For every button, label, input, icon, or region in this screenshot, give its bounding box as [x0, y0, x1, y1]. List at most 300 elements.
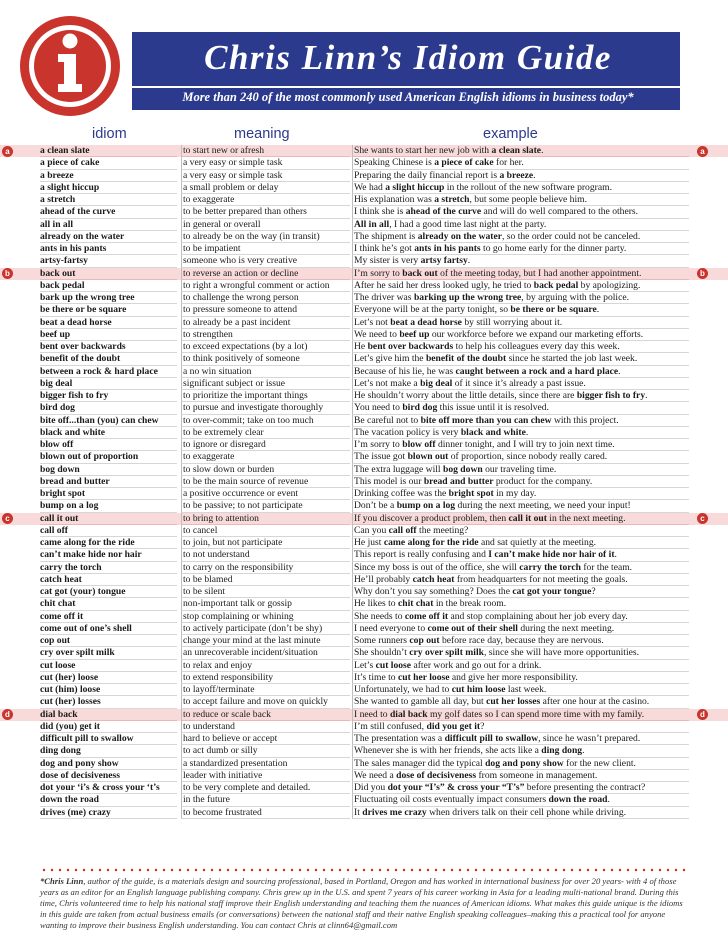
meaning-cell: a small problem or delay	[181, 182, 350, 194]
idiom-cell: call off	[40, 525, 177, 537]
idiom-cell: bright spot	[40, 488, 177, 500]
meaning-cell: change your mind at the last minute	[181, 635, 350, 647]
section-letter-badge: a	[697, 146, 708, 157]
example-text: for the new client.	[563, 757, 636, 769]
idiom-cell: cop out	[40, 635, 177, 647]
idiom-cell: come out of one’s shell	[40, 623, 177, 635]
table-row	[0, 451, 728, 463]
example-idiom-highlight: down the road	[548, 794, 608, 806]
meaning-cell: hard to believe or accept	[181, 733, 350, 745]
example-cell	[352, 794, 689, 806]
meaning-cell: a no win situation	[181, 366, 350, 378]
example-text: The vacation policy is very	[354, 426, 461, 438]
author-name: *Chris Linn	[40, 876, 84, 886]
info-logo	[18, 14, 122, 118]
example-text: I need to	[354, 708, 390, 720]
example-text: He	[354, 341, 368, 352]
example-cell	[352, 219, 689, 231]
example-idiom-highlight: cut her loose	[397, 671, 450, 683]
example-idiom-highlight: come off it	[404, 610, 449, 622]
example-text: Be careful not to	[354, 414, 421, 426]
idiom-cell: ahead of the curve	[40, 206, 177, 218]
example-cell	[352, 157, 689, 169]
meaning-cell: to carry on the responsibility	[181, 562, 350, 574]
idiom-cell: dog and pony show	[40, 758, 177, 770]
example-idiom-highlight: cat got your tongue	[512, 586, 592, 597]
example-idiom-highlight: bite off more than you can chew	[420, 414, 552, 426]
example-text: , but some people believe him.	[469, 194, 587, 205]
idiom-cell: dial back	[40, 709, 177, 721]
example-idiom-highlight: bump on a log	[396, 500, 456, 512]
table-row	[0, 562, 728, 574]
idiom-cell: cut (her) losses	[40, 696, 177, 708]
table-row	[0, 672, 728, 684]
idiom-cell: beef up	[40, 329, 177, 341]
example-idiom-highlight: barking up the wrong tree	[413, 292, 522, 303]
meaning-cell: to strengthen	[181, 329, 350, 341]
meaning-cell: to be extremely clear	[181, 427, 350, 439]
table-row	[0, 157, 728, 169]
table-row	[0, 709, 728, 721]
example-idiom-highlight: bird dog	[402, 402, 438, 414]
meaning-cell: to slow down or burden	[181, 464, 350, 476]
example-text: Unfortunately, we had to	[354, 684, 452, 695]
example-idiom-highlight: difficult pill to swallow	[444, 733, 539, 744]
example-text: We need a	[354, 769, 397, 781]
table-row	[0, 415, 728, 427]
example-text: this issue until it is resolved.	[437, 402, 549, 414]
example-cell	[352, 231, 689, 243]
example-idiom-highlight: did you get it	[426, 720, 481, 732]
example-idiom-highlight: All in all	[354, 218, 390, 230]
example-cell	[352, 280, 689, 292]
example-cell	[352, 378, 689, 390]
example-text: .	[596, 304, 600, 316]
example-idiom-highlight: I can’t make hide nor hair of it	[488, 549, 615, 561]
example-idiom-highlight: a clean slate	[491, 145, 542, 156]
info-icon	[18, 14, 122, 118]
meaning-cell: non-important talk or gossip	[181, 598, 350, 610]
idiom-cell: a breeze	[40, 170, 177, 182]
idiom-cell: cry over spilt milk	[40, 647, 177, 659]
example-cell	[352, 745, 689, 757]
table-row	[0, 598, 728, 610]
example-idiom-highlight: ding dong	[541, 745, 583, 757]
example-text: the meeting?	[416, 524, 469, 536]
idiom-cell: a slight hiccup	[40, 182, 177, 194]
example-text: Some runners	[354, 635, 410, 646]
example-text: Fluctuating oil costs eventually impact consumers	[354, 794, 549, 806]
example-text: and give her more responsibility.	[449, 671, 578, 683]
idiom-cell: carry the torch	[40, 562, 177, 574]
example-idiom-highlight: black and white	[460, 426, 526, 438]
example-idiom-highlight: dose of decisiveness	[396, 769, 477, 781]
example-text: I’m still confused,	[354, 720, 427, 732]
meaning-cell: to be better prepared than others	[181, 206, 350, 218]
idiom-cell: cut (her) loose	[40, 672, 177, 684]
table-row	[0, 721, 728, 733]
meaning-cell: to be the main source of revenue	[181, 476, 350, 488]
example-text: , since she will have more opportunities.	[483, 647, 640, 659]
table-row	[0, 794, 728, 806]
example-cell	[352, 366, 689, 378]
author-bio: , author of the guide, is a materials design and sourcing professional, based in Portland, Oregon and has worked in international business for over 20 years- with 4 of those years as an editor for an English language publishing company. Chris grew up in the U.S. and spent 7 years of his career working in Asia for a leading multi-national brand. During this time, Chris volunteered time to help his national staff improve their English understanding and teaching them the nuances of American idioms. What makes this guide unique is the idioms in this guide are taken from actual business emails (or conversations) between the national staff and their native English speaking colleagues–making this a practical tool for anyone wanting to improve their business English understanding. You can contact Chris at clinn64@gmail.com	[40, 876, 683, 930]
idiom-cell: come off it	[40, 611, 177, 623]
meaning-cell: stop complaining or whining	[181, 611, 350, 623]
example-text: Since my boss is out of the office, she will	[354, 561, 520, 573]
example-cell	[352, 464, 689, 476]
table-row	[0, 733, 728, 745]
idiom-cell: dose of decisiveness	[40, 770, 177, 782]
example-text: Can you	[354, 524, 389, 536]
example-text: since he started the job last week.	[506, 353, 638, 365]
column-header-example: example	[483, 126, 538, 142]
example-text: during the next meeting.	[517, 622, 615, 634]
example-idiom-highlight: cry over spilt milk	[409, 647, 484, 659]
table-row	[0, 635, 728, 647]
example-idiom-highlight: dot your “I’s” & cross your “T’s”	[387, 782, 525, 793]
example-text: Everyone will be at the party tonight, so	[354, 304, 511, 316]
example-idiom-highlight: a breeze	[499, 169, 534, 181]
example-text: Did you	[354, 782, 388, 793]
table-row	[0, 696, 728, 708]
author-note	[40, 876, 688, 931]
example-idiom-highlight: a slight hiccup	[385, 181, 445, 193]
example-text: from headquarters for not meeting the goals.	[454, 573, 628, 585]
example-cell	[352, 317, 689, 329]
example-text: Preparing the daily financial report is	[354, 169, 500, 181]
table-row	[0, 255, 728, 267]
idiom-cell: a clean slate	[40, 145, 177, 157]
example-text: We need to	[354, 328, 400, 340]
idiom-cell: did (you) get it	[40, 721, 177, 733]
example-cell	[352, 525, 689, 537]
meaning-cell: to right a wrongful comment or action	[181, 280, 350, 292]
example-idiom-highlight: carry the torch	[519, 561, 581, 573]
example-idiom-highlight: back pedal	[533, 279, 579, 291]
idiom-cell: beat a dead horse	[40, 317, 177, 329]
example-idiom-highlight: ants in his pants	[414, 243, 481, 254]
table-row	[0, 402, 728, 414]
example-text: I think she is	[354, 206, 406, 218]
example-text: from someone in management.	[476, 769, 598, 781]
meaning-cell: to exceed expectations (by a lot)	[181, 341, 350, 353]
example-text: after work and go out for a drink.	[411, 659, 542, 671]
table-row	[0, 611, 728, 623]
example-idiom-highlight: came along for the ride	[383, 537, 479, 548]
example-text: The presentation was a	[354, 733, 445, 744]
table-row	[0, 684, 728, 696]
example-idiom-highlight: cop out	[409, 635, 440, 646]
column-header-idiom: idiom	[92, 126, 127, 142]
example-text: If you discover a product problem, then	[354, 512, 509, 524]
idiom-cell: bigger fish to fry	[40, 390, 177, 402]
example-cell	[352, 206, 689, 218]
example-cell	[352, 255, 689, 267]
example-idiom-highlight: blown out	[407, 451, 449, 463]
idiom-cell: ants in his pants	[40, 243, 177, 255]
example-text: last week.	[505, 684, 547, 695]
table-row	[0, 353, 728, 365]
table-row	[0, 647, 728, 659]
table-row	[0, 549, 728, 561]
example-idiom-highlight: back out	[402, 267, 438, 279]
idiom-cell: back pedal	[40, 280, 177, 292]
example-cell	[352, 476, 689, 488]
page-subtitle: More than 240 of the most commonly used American English idioms in business today*	[182, 90, 634, 104]
example-text: You need to	[354, 402, 403, 414]
table-row	[0, 586, 728, 598]
table-row	[0, 341, 728, 353]
section-letter-badge: a	[2, 146, 13, 157]
example-text: We had	[354, 181, 386, 193]
meaning-cell: to pressure someone to attend	[181, 304, 350, 316]
example-text: Because of his lie, he was	[354, 365, 456, 377]
example-idiom-highlight: catch heat	[412, 573, 455, 585]
example-idiom-highlight: ahead of the curve	[405, 206, 482, 218]
meaning-cell: to accept failure and move on quickly	[181, 696, 350, 708]
example-cell	[352, 562, 689, 574]
example-cell	[352, 488, 689, 500]
table-row	[0, 366, 728, 378]
example-text: after one hour at the casino.	[540, 696, 650, 708]
column-header-meaning: meaning	[234, 126, 290, 142]
meaning-cell: to be impatient	[181, 243, 350, 255]
example-text: Drinking coffee was the	[354, 488, 449, 499]
section-letter-badge: d	[2, 709, 13, 720]
meaning-cell: to bring to attention	[181, 513, 350, 525]
example-cell	[352, 574, 689, 586]
example-idiom-highlight: bent over backwards	[367, 341, 454, 352]
example-cell	[352, 721, 689, 733]
example-cell	[352, 415, 689, 427]
example-text: , since he wasn’t prepared.	[538, 733, 641, 744]
example-text: .	[525, 426, 529, 438]
meaning-cell: to act dumb or silly	[181, 745, 350, 757]
meaning-cell: to already be on the way (in transit)	[181, 231, 350, 243]
meaning-cell: a positive occurrence or event	[181, 488, 350, 500]
idiom-cell: already on the water	[40, 231, 177, 243]
idiom-cell: bog down	[40, 464, 177, 476]
idiom-cell: blow off	[40, 439, 177, 451]
meaning-cell: to relax and enjoy	[181, 660, 350, 672]
example-cell	[352, 709, 689, 721]
idiom-cell: bread and butter	[40, 476, 177, 488]
example-text: After he said her dress looked ugly, he tried to	[354, 279, 534, 291]
example-cell	[352, 439, 689, 451]
example-cell	[352, 451, 689, 463]
table-row	[0, 378, 728, 390]
example-text: , so the order could not be canceled.	[501, 230, 641, 242]
example-text: She needs to	[354, 610, 405, 622]
example-text: to go home early for the dinner party.	[480, 243, 627, 254]
idiom-cell: benefit of the doubt	[40, 353, 177, 365]
idiom-table	[0, 145, 728, 819]
idiom-cell: blown out of proportion	[40, 451, 177, 463]
idiom-cell: big deal	[40, 378, 177, 390]
example-text: .	[607, 794, 610, 806]
example-cell	[352, 660, 689, 672]
example-text: .	[645, 390, 648, 401]
example-idiom-highlight: a piece of cake	[434, 157, 494, 169]
example-cell	[352, 513, 689, 525]
example-text: and will do well compared to the others.	[481, 206, 639, 218]
section-letter-badge: b	[697, 268, 708, 279]
table-row	[0, 513, 728, 525]
example-text: Whenever she is with her friends, she acts like a	[354, 745, 542, 757]
example-text: before race day, because they are nervous.	[439, 635, 604, 646]
table-row	[0, 439, 728, 451]
table-row	[0, 745, 728, 757]
example-text: for her.	[493, 157, 524, 169]
section-letter-badge: c	[2, 513, 13, 524]
example-text: I’m sorry to	[354, 267, 403, 279]
example-idiom-highlight: chit chat	[397, 598, 434, 610]
idiom-cell: black and white	[40, 427, 177, 439]
idiom-cell: between a rock & hard place	[40, 366, 177, 378]
meaning-cell: to exaggerate	[181, 451, 350, 463]
section-letter-badge: b	[2, 268, 13, 279]
example-text: It	[354, 806, 363, 818]
example-text: product for the company.	[493, 475, 593, 487]
example-cell	[352, 145, 689, 157]
example-cell	[352, 427, 689, 439]
example-idiom-highlight: come out of their shell	[427, 622, 518, 634]
example-text: of the meeting today, but I had another appointment.	[437, 267, 642, 279]
example-cell	[352, 182, 689, 194]
example-cell	[352, 549, 689, 561]
idiom-cell: bump on a log	[40, 500, 177, 512]
example-cell	[352, 268, 689, 280]
example-text: by apologizing.	[578, 279, 641, 291]
meaning-cell: a very easy or simple task	[181, 157, 350, 169]
meaning-cell: to start new or afresh	[181, 145, 350, 157]
example-cell	[352, 611, 689, 623]
table-row	[0, 219, 728, 231]
meaning-cell: to not understand	[181, 549, 350, 561]
example-idiom-highlight: call it out	[508, 512, 547, 524]
idiom-cell: came along for the ride	[40, 537, 177, 549]
example-cell	[352, 770, 689, 782]
table-row	[0, 758, 728, 770]
example-text: when drivers talk on their cell phone while driving.	[426, 806, 627, 818]
idiom-cell: bird dog	[40, 402, 177, 414]
example-idiom-highlight: bread and butter	[423, 475, 494, 487]
idiom-cell: back out	[40, 268, 177, 280]
idiom-cell: can’t make hide nor hair	[40, 549, 177, 561]
table-row	[0, 317, 728, 329]
meaning-cell: to extend responsibility	[181, 672, 350, 684]
example-text: for the team.	[580, 561, 633, 573]
example-cell	[352, 402, 689, 414]
example-cell	[352, 807, 689, 819]
example-cell	[352, 758, 689, 770]
example-cell	[352, 672, 689, 684]
example-cell	[352, 635, 689, 647]
table-row	[0, 623, 728, 635]
table-row	[0, 488, 728, 500]
example-idiom-highlight: artsy fartsy	[420, 255, 468, 267]
meaning-cell: significant subject or issue	[181, 378, 350, 390]
example-idiom-highlight: dog and pony show	[485, 757, 564, 769]
idiom-cell: cat got (your) tongue	[40, 586, 177, 598]
example-text: Let’s	[354, 659, 376, 671]
example-cell	[352, 353, 689, 365]
example-text: She wanted to gamble all day, but	[354, 696, 487, 708]
example-cell	[352, 586, 689, 598]
meaning-cell: to layoff/terminate	[181, 684, 350, 696]
example-text: This model is our	[354, 475, 424, 487]
meaning-cell: to pursue and investigate thoroughly	[181, 402, 350, 414]
meaning-cell: to become frustrated	[181, 807, 350, 819]
table-row	[0, 292, 728, 304]
example-text: He shouldn’t worry about the little details, since there are	[354, 390, 577, 401]
example-cell	[352, 292, 689, 304]
example-text: She shouldn’t	[354, 647, 410, 659]
example-text: It’s time to	[354, 671, 398, 683]
table-row	[0, 390, 728, 402]
idiom-cell: difficult pill to swallow	[40, 733, 177, 745]
meaning-cell: a standardized presentation	[181, 758, 350, 770]
example-text: He just	[354, 537, 384, 548]
example-text: The shipment is	[354, 230, 418, 242]
idiom-cell: dot your ‘i’s & cross your ‘t’s	[40, 782, 177, 794]
meaning-cell: to prioritize the important things	[181, 390, 350, 402]
meaning-cell: in the future	[181, 794, 350, 806]
example-text: Speaking Chinese is	[354, 157, 435, 169]
meaning-cell: to be blamed	[181, 574, 350, 586]
example-text: The issue got	[354, 451, 408, 463]
example-text: with this project.	[551, 414, 619, 426]
idiom-cell: ding dong	[40, 745, 177, 757]
example-idiom-highlight: beef up	[399, 328, 430, 340]
example-cell	[352, 647, 689, 659]
example-text: She wants to start her new job with	[354, 145, 492, 156]
example-text: .	[618, 365, 621, 377]
table-row	[0, 500, 728, 512]
example-text: He likes to	[354, 598, 398, 610]
example-idiom-highlight: be there or be square	[510, 304, 597, 316]
example-idiom-highlight: blow off	[402, 439, 436, 450]
example-text: and stop complaining about her job every day.	[448, 610, 628, 622]
idiom-cell: call it out	[40, 513, 177, 525]
table-row	[0, 574, 728, 586]
example-text: .	[533, 169, 536, 181]
example-cell	[352, 500, 689, 512]
table-row	[0, 280, 728, 292]
table-row	[0, 329, 728, 341]
example-text: He’ll probably	[354, 573, 413, 585]
example-text: The driver was	[354, 292, 414, 303]
example-text: This report is really confusing and	[354, 549, 489, 561]
example-idiom-highlight: cut loose	[375, 659, 412, 671]
meaning-cell: someone who is very creative	[181, 255, 350, 267]
table-row	[0, 770, 728, 782]
table-row	[0, 268, 728, 280]
example-cell	[352, 537, 689, 549]
example-idiom-highlight: bright spot	[448, 488, 494, 499]
example-idiom-highlight: big deal	[420, 377, 453, 389]
example-text: Let’s give him the	[354, 353, 426, 365]
idiom-cell: a piece of cake	[40, 157, 177, 169]
example-text: of it since it’s already a past issue.	[452, 377, 586, 389]
meaning-cell: a very easy or simple task	[181, 170, 350, 182]
table-row	[0, 170, 728, 182]
meaning-cell: to actively participate (don’t be shy)	[181, 623, 350, 635]
example-idiom-highlight: caught between a rock and a hard place	[455, 365, 619, 377]
idiom-cell: chit chat	[40, 598, 177, 610]
idiom-cell: artsy-fartsy	[40, 255, 177, 267]
